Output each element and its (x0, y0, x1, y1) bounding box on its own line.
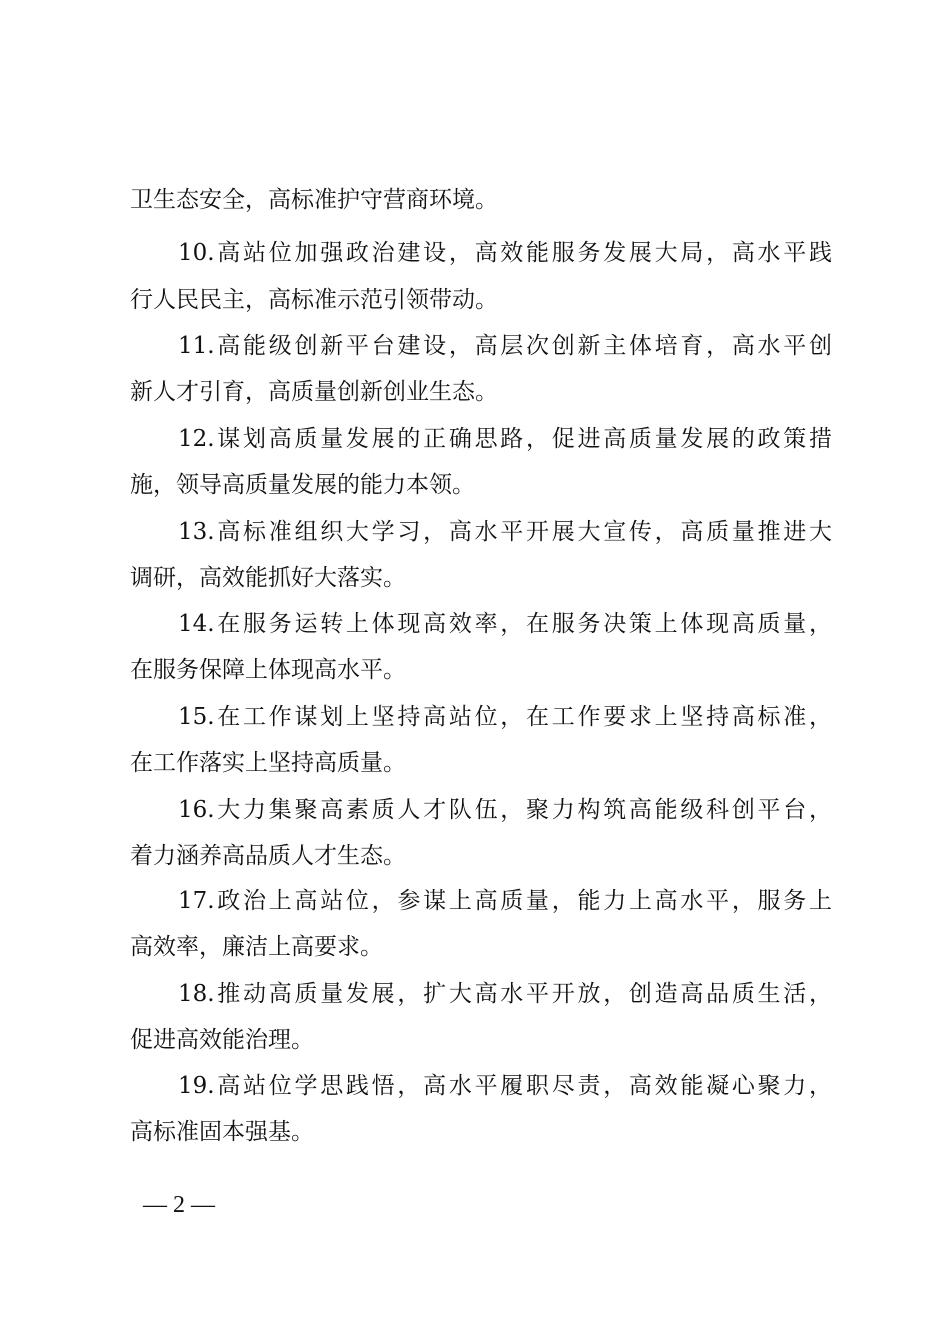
item-15-line-2: 在工作落实上坚持高质量。 (130, 750, 406, 776)
item-14-line-1: 14.在服务运转上体现高效率，在服务决策上体现高质量， (178, 611, 832, 637)
item-18-line-1: 18.推动高质量发展，扩大高水平开放，创造高品质生活， (178, 981, 832, 1007)
item-12-line-2: 施，领导高质量发展的能力本领。 (130, 472, 475, 498)
item-10-line-1: 10.高站位加强政治建设，高效能服务发展大局，高水平践 (178, 240, 832, 266)
item-19-line-2: 高标准固本强基。 (130, 1119, 314, 1145)
text-line: 卫生态安全，高标准护守营商环境。 (130, 187, 498, 213)
item-16-line-2: 着力涵养高品质人才生态。 (130, 843, 406, 869)
item-16-line-1: 16.大力集聚高素质人才队伍，聚力构筑高能级科创平台， (178, 797, 832, 823)
item-13-line-2: 调研，高效能抓好大落实。 (130, 565, 406, 591)
item-12-line-1: 12.谋划高质量发展的正确思路，促进高质量发展的政策措 (178, 426, 832, 452)
item-10-line-2: 行人民民主，高标准示范引领带动。 (130, 287, 498, 313)
item-18-line-2: 促进高效能治理。 (130, 1027, 314, 1053)
item-17-line-1: 17.政治上高站位，参谋上高质量，能力上高水平，服务上 (178, 888, 832, 914)
page-number: — 2 — (143, 1192, 215, 1218)
item-19-line-1: 19.高站位学思践悟，高水平履职尽责，高效能凝心聚力， (178, 1073, 832, 1099)
item-15-line-1: 15.在工作谋划上坚持高站位，在工作要求上坚持高标准， (178, 704, 832, 730)
item-13-line-1: 13.高标准组织大学习，高水平开展大宣传，高质量推进大 (178, 519, 832, 545)
item-11-line-2: 新人才引育，高质量创新创业生态。 (130, 379, 498, 405)
item-11-line-1: 11.高能级创新平台建设，高层次创新主体培育，高水平创 (178, 333, 832, 359)
item-14-line-2: 在服务保障上体现高水平。 (130, 657, 406, 683)
item-17-line-2: 高效率，廉洁上高要求。 (130, 934, 383, 960)
